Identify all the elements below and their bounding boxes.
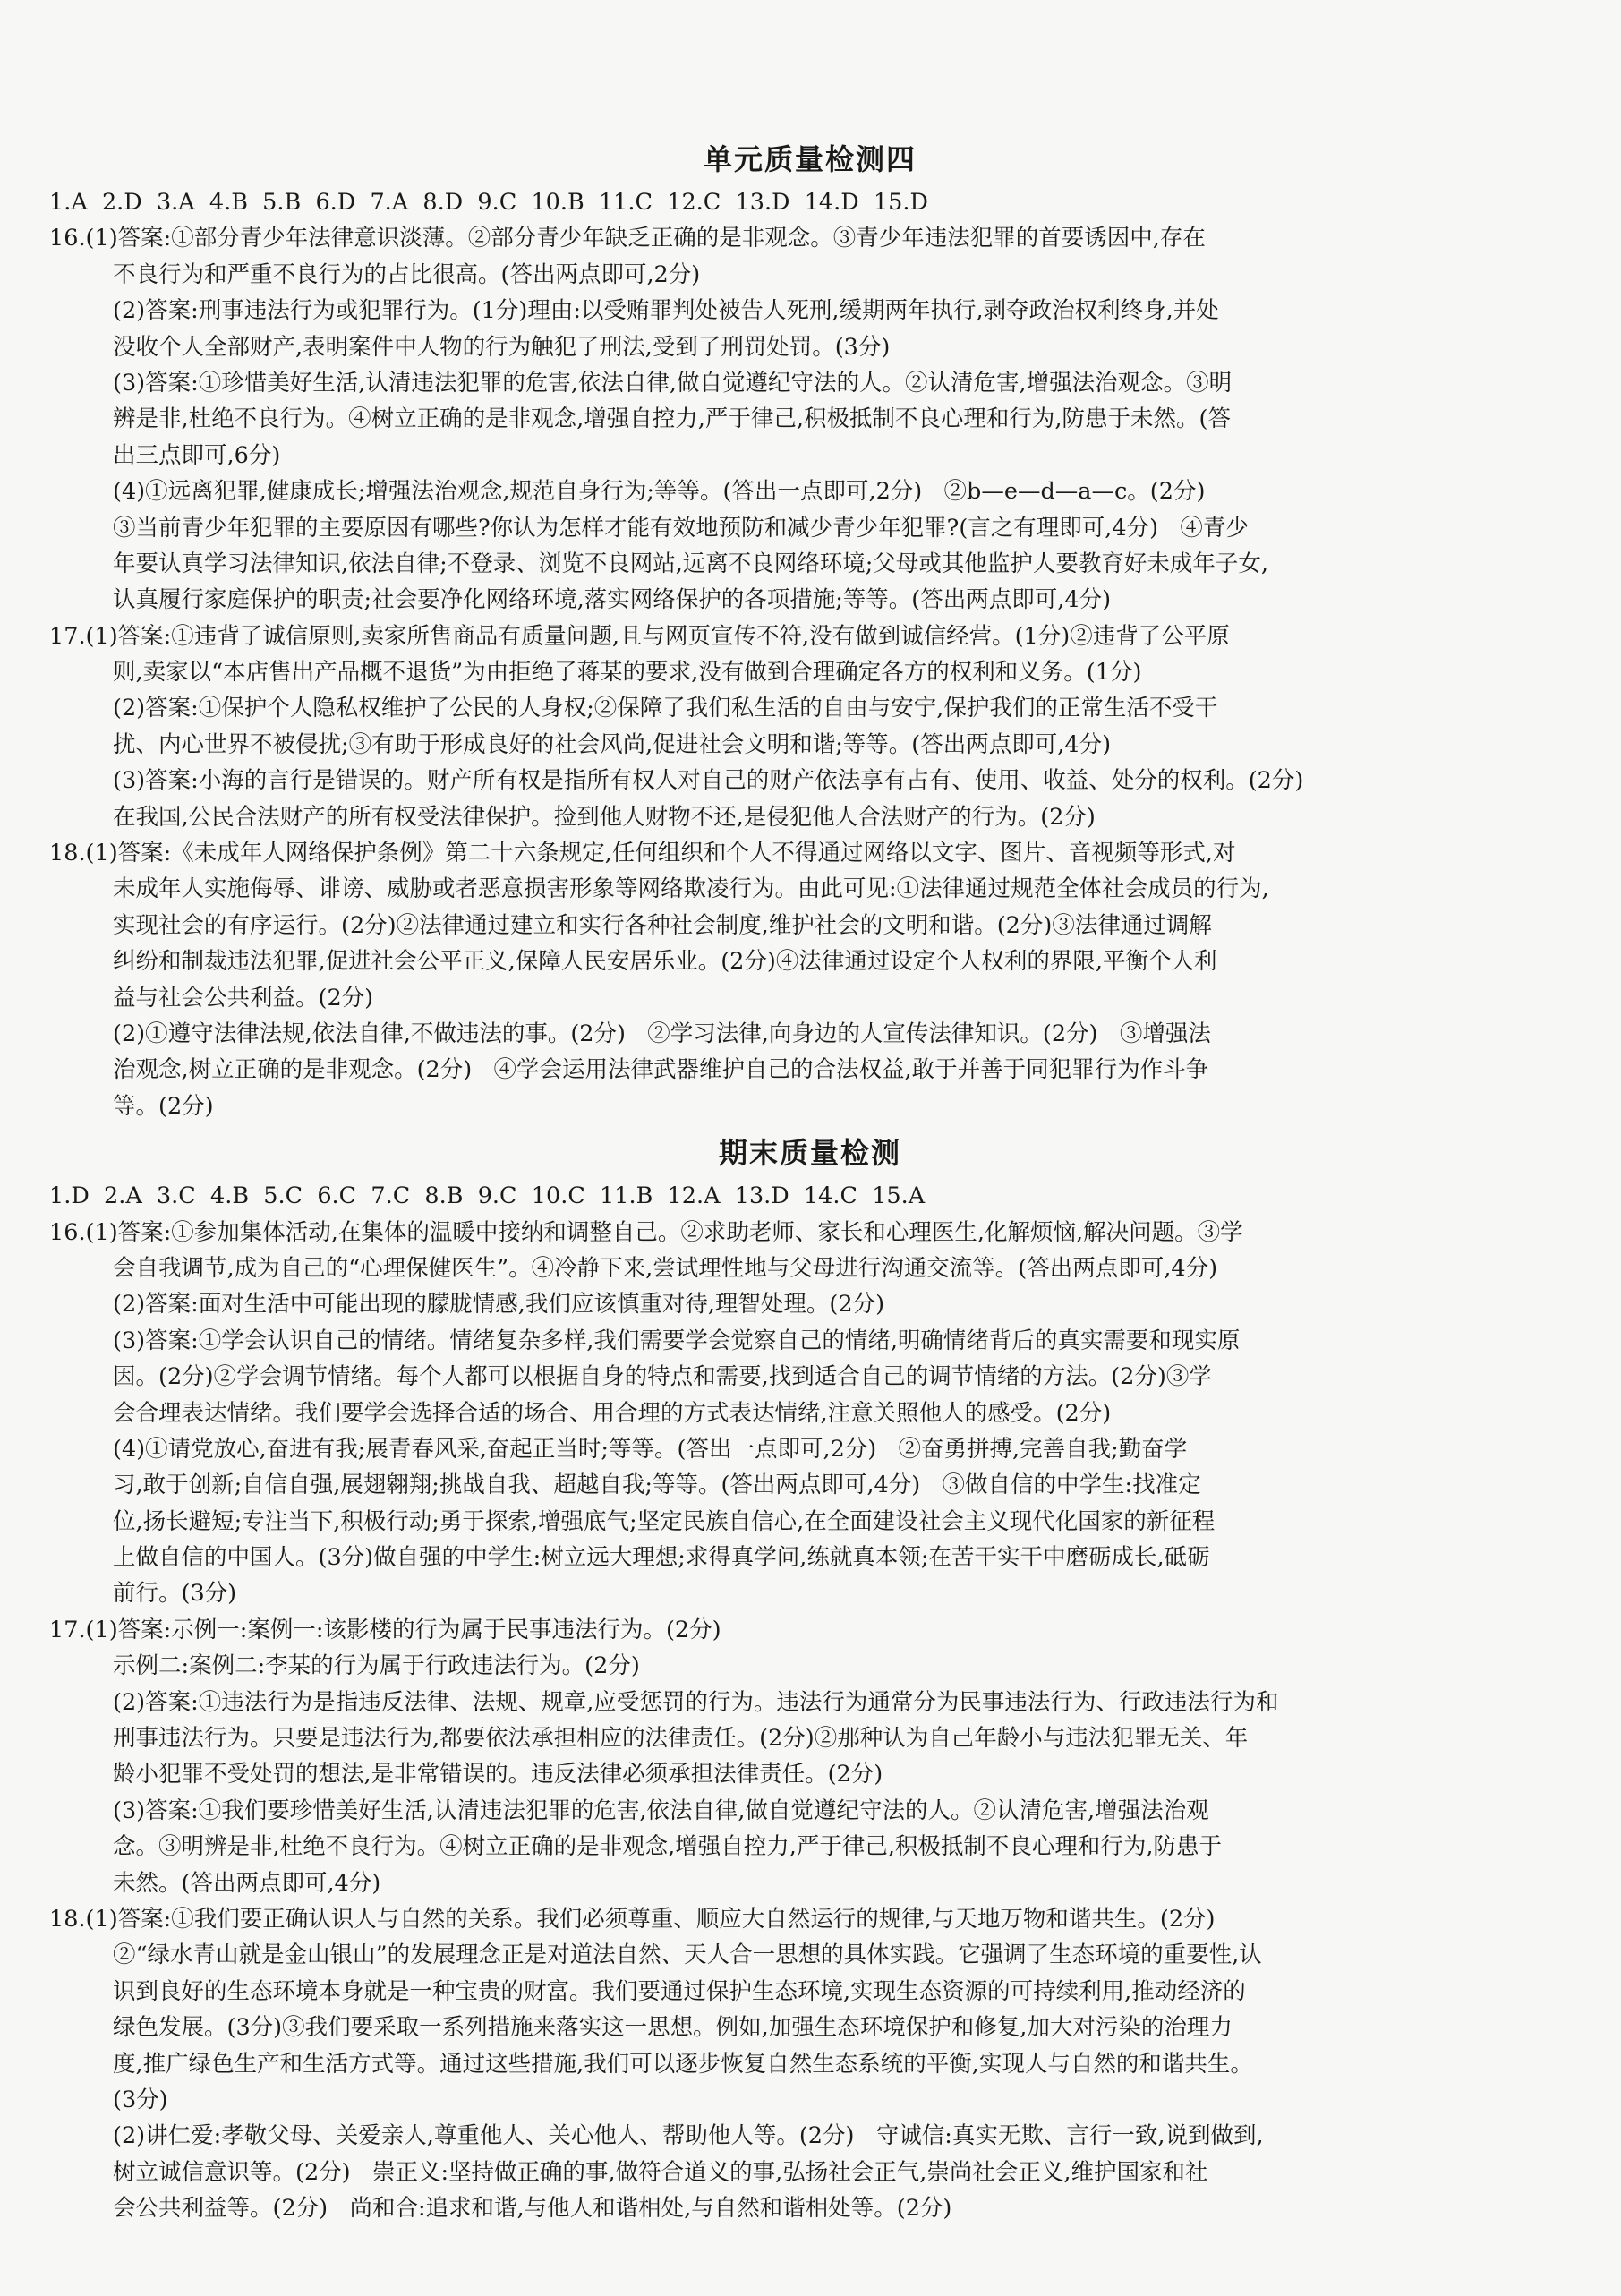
answer-content (49, 134, 1571, 2226)
answer-line: 因。(2分)②学会调节情绪。每个人都可以根据自身的特点和需要,找到适合自己的调节情绪的方法。(2分)③学 (113, 1363, 1212, 1391)
answer-line: 认真履行家庭保护的职责;社会要净化网络环境,落实网络保护的各项措施;等等。(答出两点即可,4分) (113, 586, 1112, 614)
answer-line: 纠纷和制裁违法犯罪,促进社会公平正义,保障人民安居乐业。(2分)④法律通过设定个人权利的界限,平衡个人利 (113, 948, 1217, 976)
answer-line: 刑事违法行为。只要是违法行为,都要依法承担相应的法律责任。(2分)②那种认为自己年龄小与违法犯罪无关、年 (113, 1725, 1249, 1753)
answer-line: 未成年人实施侮辱、诽谤、威胁或者恶意损害形象等网络欺凌行为。由此可见:①法律通过规范全体社会成员的行为, (113, 875, 1269, 903)
answer-line: (4)①远离犯罪,健康成长;增强法治观念,规范自身行为;等等。(答出一点即可,2分) ②b—e—d—a—c。(2分) (113, 478, 1206, 506)
answer-line: 等。(2分) (113, 1092, 214, 1120)
answer-line: (3)答案:①学会认识自己的情绪。情绪复杂多样,我们需要学会觉察自己的情绪,明确情绪背后的真实需要和现实原 (113, 1327, 1241, 1354)
answer-line: (2)答案:面对生活中可能出现的朦胧情感,我们应该慎重对待,理智处理。(2分) (113, 1291, 885, 1319)
answer-line: 位,扬长避短;专注当下,积极行动;勇于探索,增强底气;坚定民族自信心,在全面建设社会主义现代化国家的新征程 (113, 1507, 1216, 1535)
answer-line: ②“绿水青山就是金山银山”的发展理念正是对道法自然、天人合一思想的具体实践。它强调了生态环境的重要性,认 (113, 1942, 1262, 1969)
answer-line: 识到良好的生态环境本身就是一种宝贵的财富。我们要通过保护生态环境,实现生态资源的可持续利用,推动经济的 (113, 1977, 1246, 2005)
answer-line: ③当前青少年犯罪的主要原因有哪些?你认为怎样才能有效地预防和减少青少年犯罪?(言之有理即可,4分) ④青少 (113, 514, 1249, 542)
section-unit-four-lines (49, 184, 1571, 1124)
answer-line: 扰、内心世界不被侵扰;③有助于形成良好的社会风尚,促进社会文明和谐;等等。(答出两点即可,4分) (113, 730, 1112, 758)
answer-line: 不良行为和严重不良行为的占比很高。(答出两点即可,2分) (113, 260, 701, 288)
answer-line: 习,敢于创新;自信自强,展翅翱翔;挑战自我、超越自我;等等。(答出两点即可,4分) ③做自信的中学生:找准定 (113, 1472, 1201, 1499)
answer-line: 辨是非,杜绝不良行为。④树立正确的是非观念,增强自控力,严于律己,积极抵制不良心理和行为,防患于未然。(答 (113, 405, 1231, 433)
answer-line: 16.(1)答案:①部分青少年法律意识淡薄。②部分青少年缺乏正确的是非观念。③青少年违法犯罪的首要诱因中,存在 (49, 225, 1206, 252)
answer-line: 出三点即可,6分) (113, 441, 281, 469)
answer-line: 绿色发展。(3分)③我们要采取一系列措施来落实这一思想。例如,加强生态环境保护和修复,加大对污染的治理力 (113, 2014, 1233, 2042)
answer-line: (3分) (113, 2086, 168, 2113)
answer-line: 念。③明辨是非,杜绝不良行为。④树立正确的是非观念,增强自控力,严于律己,积极抵制不良心理和行为,防患于 (113, 1833, 1223, 1861)
answer-line: 则,卖家以“本店售出产品概不退货”为由拒绝了蒋某的要求,没有做到合理确定各方的权利和义务。(1分) (113, 659, 1142, 687)
answer-line: 益与社会公共利益。(2分) (113, 984, 374, 1011)
answer-line: (2)①遵守法律法规,依法自律,不做违法的事。(2分) ②学习法律,向身边的人宣传法律知识。(2分) ③增强法 (113, 1020, 1211, 1047)
answer-line: 上做自信的中国人。(3分)做自强的中学生:树立远大理想;求得真学问,练就真本领;在苦干实干中磨砺成长,砥砺 (113, 1544, 1210, 1572)
answer-line: 17.(1)答案:示例一:案例一:该影楼的行为属于民事违法行为。(2分) (49, 1616, 721, 1643)
answer-line: (2)答案:①保护个人隐私权维护了公民的人身权;②保障了我们私生活的自由与安宁,保护我们的正常生活不受干 (113, 695, 1218, 722)
answer-line: 1.D 2.A 3.C 4.B 5.C 6.C 7.C 8.B 9.C 10.C 11.B 12.A 13.D 14.C 15.A (49, 1182, 926, 1210)
answer-line: 度,推广绿色生产和生活方式等。通过这些措施,我们可以逐步恢复自然生态系统的平衡,实现人与自然的和谐共生。 (113, 2050, 1253, 2078)
answer-line: (2)讲仁爱:孝敬父母、关爱亲人,尊重他人、关心他人、帮助他人等。(2分) 守诚信:真实无欺、言行一致,说到做到, (113, 2122, 1264, 2150)
answer-line: 树立诚信意识等。(2分) 崇正义:坚持做正确的事,做符合道义的事,弘扬社会正气,崇尚社会正义,维护国家和社 (113, 2158, 1208, 2186)
answer-line: 会合理表达情绪。我们要学会选择合适的场合、用合理的方式表达情绪,注意关照他人的感受。(2分) (113, 1399, 1112, 1427)
answer-line: 示例二:案例二:李某的行为属于行政违法行为。(2分) (113, 1652, 640, 1680)
answer-line: 18.(1)答案:《未成年人网络保护条例》第二十六条规定,任何组织和个人不得通过网络以文字、图片、音视频等形式,对 (49, 840, 1236, 867)
answer-line: 年要认真学习法律知识,依法自律;不登录、浏览不良网站,远离不良网络环境;父母或其他监护人要教育好未成年子女, (113, 550, 1269, 577)
answer-line: 治观念,树立正确的是非观念。(2分) ④学会运用法律武器维护自己的合法权益,敢于并善于同犯罪行为作斗争 (113, 1056, 1209, 1084)
answer-line: 没收个人全部财产,表明案件中人物的行为触犯了刑法,受到了刑罚处罚。(3分) (113, 333, 891, 361)
answer-line: (2)答案:刑事违法行为或犯罪行为。(1分)理由:以受贿罪判处被告人死刑,缓期两年执行,剥夺政治权利终身,并处 (113, 297, 1219, 325)
answer-line: 1.A 2.D 3.A 4.B 5.B 6.D 7.A 8.D 9.C 10.B 11.C 12.C 13.D 14.D 15.D (49, 189, 928, 216)
answer-line: (3)答案:小海的言行是错误的。财产所有权是指所有权人对自己的财产依法享有占有、使用、收益、处分的权利。(2分) (113, 767, 1304, 795)
section-title-final-exam: 期末质量检测 (718, 1136, 901, 1171)
section-final-exam-lines (49, 1178, 1571, 2226)
answer-line: (2)答案:①违法行为是指违反法律、法规、规章,应受惩罚的行为。违法行为通常分为民事违法行为、行政违法行为和 (113, 1688, 1279, 1716)
answer-line: 前行。(3分) (113, 1580, 237, 1608)
answer-line: 会自我调节,成为自己的“心理保健医生”。④冷静下来,尝试理性地与父母进行沟通交流等。(答出两点即可,4分) (113, 1254, 1218, 1282)
answer-line: 实现社会的有序运行。(2分)②法律通过建立和实行各种社会制度,维护社会的文明和谐。(2分)③法律通过调解 (113, 911, 1212, 939)
answer-line: (3)答案:①珍惜美好生活,认清违法犯罪的危害,依法自律,做自觉遵纪守法的人。②认清危害,增强法治观念。③明 (113, 369, 1233, 397)
answer-line: 18.(1)答案:①我们要正确认识人与自然的关系。我们必须尊重、顺应大自然运行的规律,与天地万物和谐共生。(2分) (49, 1905, 1216, 1933)
answer-line: 龄小犯罪不受处罚的想法,是非常错误的。违反法律必须承担法律责任。(2分) (113, 1761, 883, 1788)
answer-line: 16.(1)答案:①参加集体活动,在集体的温暖中接纳和调整自己。②求助老师、家长和心理医生,化解烦恼,解决问题。③学 (49, 1218, 1243, 1246)
answer-line: 会公共利益等。(2分) 尚和合:追求和谐,与他人和谐相处,与自然和谐相处等。(2分) (113, 2195, 952, 2223)
answer-line: 未然。(答出两点即可,4分) (113, 1869, 381, 1897)
answer-line: (3)答案:①我们要珍惜美好生活,认清违法犯罪的危害,依法自律,做自觉遵纪守法的人。②认清危害,增强法治观 (113, 1797, 1209, 1824)
answer-line: (4)①请党放心,奋进有我;展青春风采,奋起正当时;等等。(答出一点即可,2分) ②奋勇拼搏,完善自我;勤奋学 (113, 1435, 1188, 1463)
answer-line: 17.(1)答案:①违背了诚信原则,卖家所售商品有质量问题,且与网页宣传不符,没有做到诚信经营。(1分)②违背了公平原 (49, 622, 1230, 650)
answer-line: 在我国,公民合法财产的所有权受法律保护。捡到他人财物不还,是侵犯他人合法财产的行为。(2分) (113, 803, 1096, 831)
section-title-unit-four: 单元质量检测四 (703, 142, 917, 176)
